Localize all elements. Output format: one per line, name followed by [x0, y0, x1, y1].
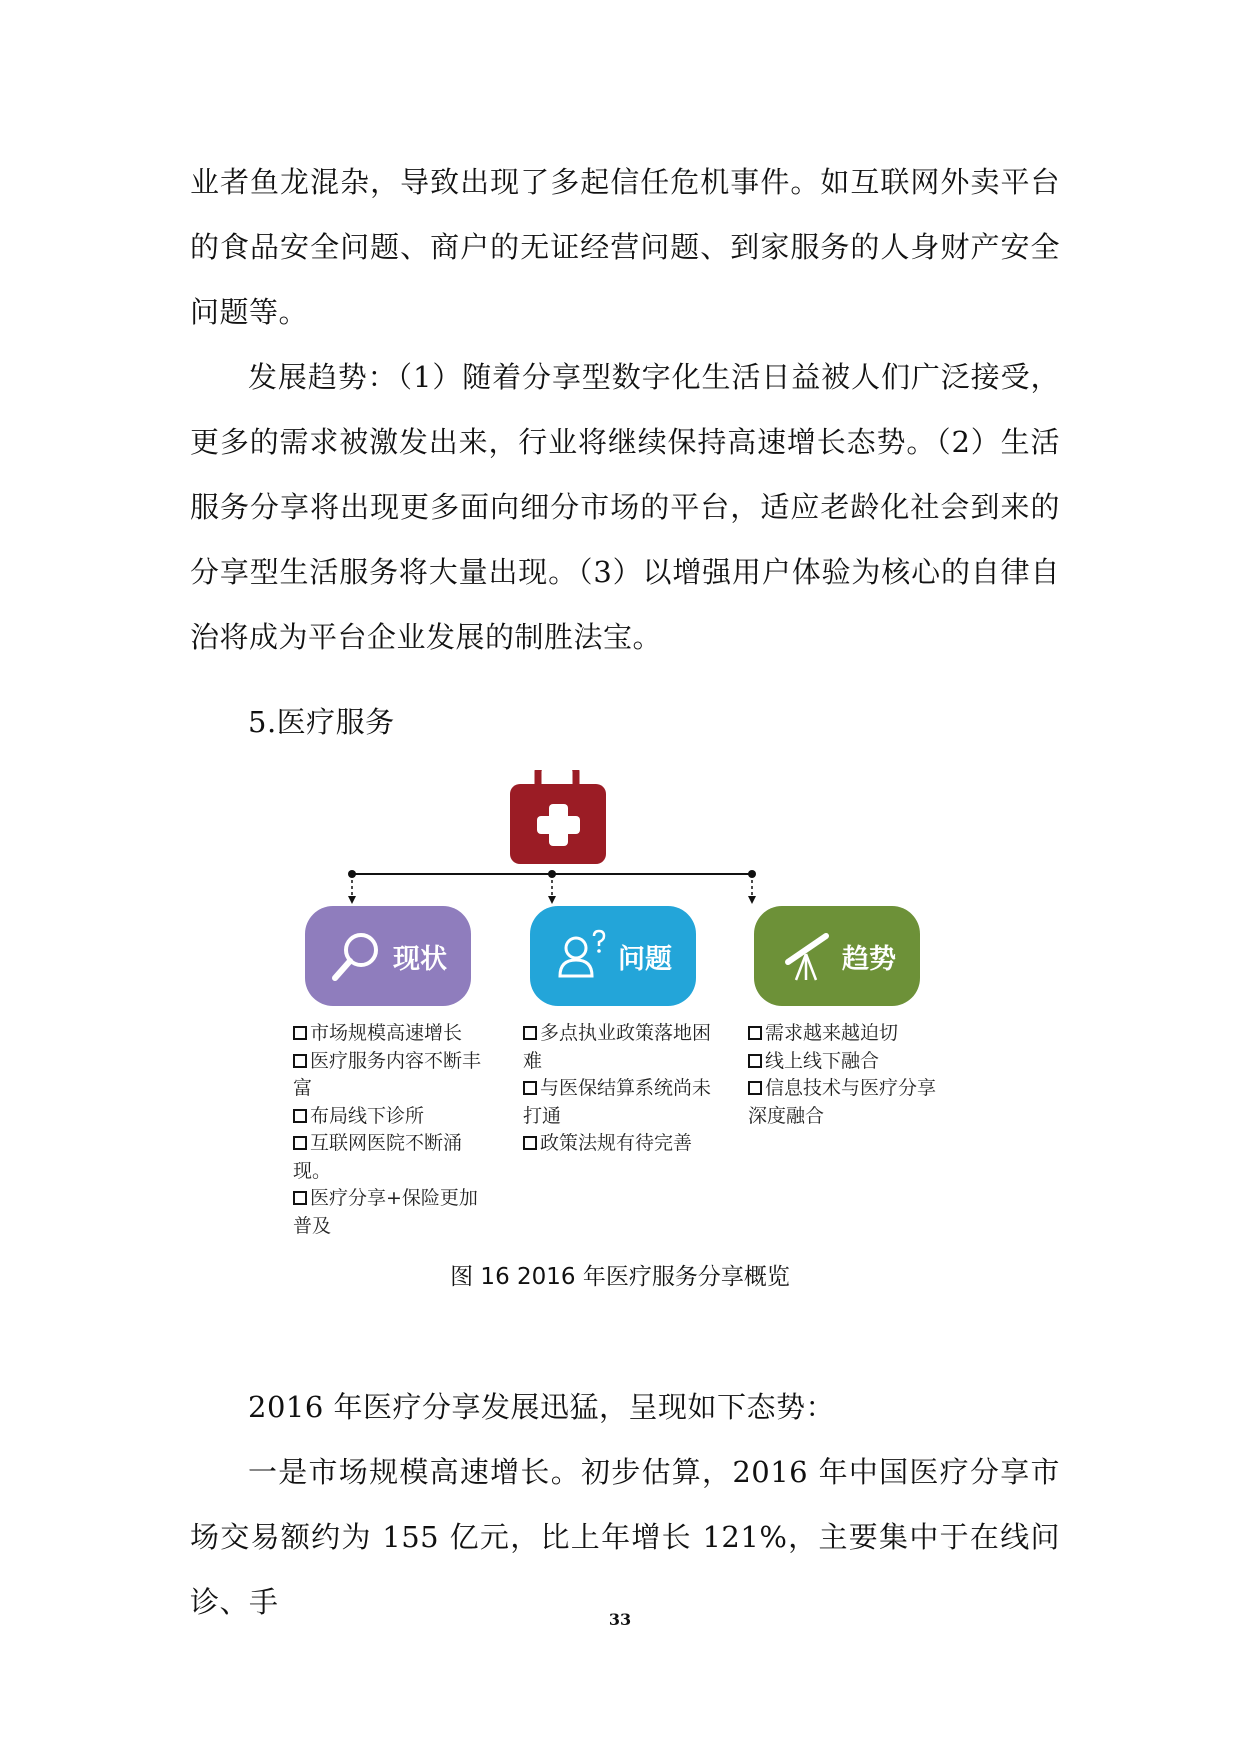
- status-label: 现状: [393, 943, 447, 975]
- trend-list: [748, 1020, 944, 1130]
- list-item: 线上线下融合: [748, 1048, 944, 1076]
- list-item: 信息技术与医疗分享深度融合: [748, 1075, 944, 1130]
- issue-list: [523, 1020, 719, 1158]
- status-box: [305, 906, 471, 1006]
- figure-caption: 图 16 2016 年医疗服务分享概览: [450, 1264, 790, 1290]
- list-item: 市场规模高速增长: [293, 1020, 489, 1048]
- paragraph-trust-issues: 业者鱼龙混杂，导致出现了多起信任危机事件。如互联网外卖平台的食品安全问题、商户的无证经营问题、到家服务的人身财产安全问题等。: [190, 165, 1060, 329]
- list-item: 与医保结算系统尚未打通: [523, 1075, 719, 1130]
- connector-tree: [290, 770, 970, 910]
- trend-box: [754, 906, 920, 1006]
- connector-issue: [548, 870, 556, 904]
- paragraph-development-trends: 发展趋势：（1）随着分享型数字化生活日益被人们广泛接受，更多的需求被激发出来，行业将继续保持高速增长态势。（2）生活服务分享将出现更多面向细分市场的平台，适应老龄化社会到来的分享型生活服务将大量出现。（3）以增强用户体验为核心的自律自治将成为平台企业发展的制胜法宝。: [190, 360, 1060, 654]
- issue-label: 问题: [618, 943, 672, 975]
- list-item: 政策法规有待完善: [523, 1130, 719, 1158]
- section-heading: 5.医疗服务: [248, 705, 395, 739]
- page-number: 33: [608, 1610, 632, 1629]
- connector-status: [348, 870, 356, 904]
- list-item: 医疗分享+保险更加普及: [293, 1185, 489, 1240]
- list-item: 医疗服务内容不断丰富: [293, 1048, 489, 1103]
- list-item: 互联网医院不断涌现。: [293, 1130, 489, 1185]
- status-list: [293, 1020, 489, 1240]
- issue-box: [530, 906, 696, 1006]
- trend-label: 趋势: [842, 943, 896, 975]
- person-question-icon: [554, 928, 610, 984]
- medical-kit-icon: [510, 770, 606, 864]
- paragraph-medical-overview: 2016 年医疗分享发展迅猛，呈现如下态势：: [248, 1390, 836, 1424]
- telescope-icon: [778, 928, 834, 984]
- magnifier-icon: [329, 928, 385, 984]
- paragraph-market-scale: 一是市场规模高速增长。初步估算，2016 年中国医疗分享市场交易额约为 155 亿元，比上年增长 121%，主要集中于在线问诊、手: [190, 1455, 1060, 1619]
- list-item: 多点执业政策落地困难: [523, 1020, 719, 1075]
- connector-trend: [748, 870, 756, 904]
- list-item: 布局线下诊所: [293, 1103, 489, 1131]
- medical-sharing-diagram: [290, 770, 970, 1250]
- list-item: 需求越来越迫切: [748, 1020, 944, 1048]
